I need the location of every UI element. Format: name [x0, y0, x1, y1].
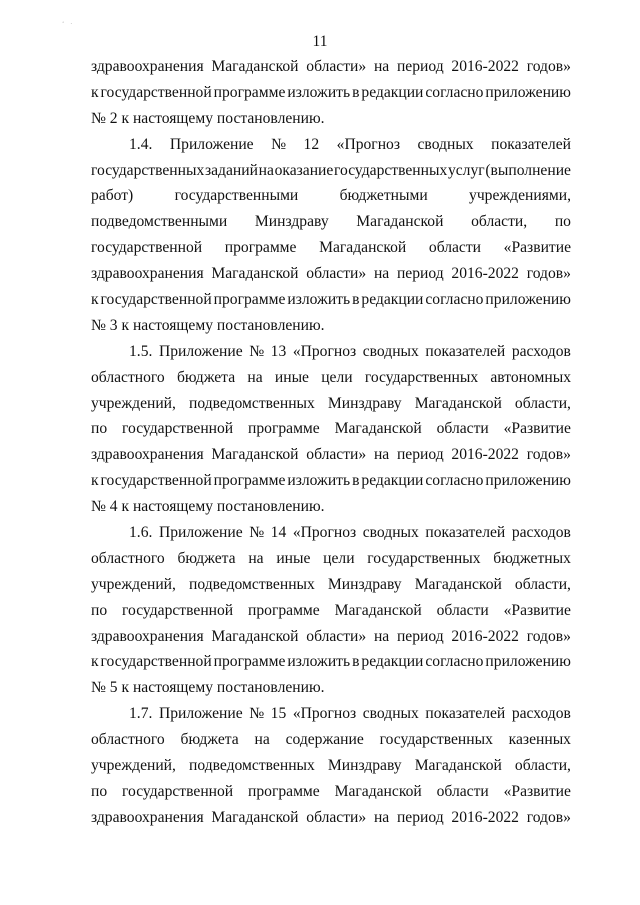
- word: подведомственных: [189, 757, 315, 775]
- word: бюджета: [180, 731, 239, 749]
- word: по: [91, 782, 108, 800]
- text-line: [91, 468, 571, 494]
- text-line: [91, 54, 571, 80]
- word: согласно: [425, 83, 484, 101]
- word: программе: [248, 601, 320, 619]
- word: Магаданской: [211, 627, 299, 645]
- word: государственной: [91, 239, 203, 257]
- word: приложению: [485, 653, 571, 671]
- word: 2016-2022: [451, 808, 519, 826]
- word: государственной: [122, 420, 234, 438]
- word: согласно: [425, 291, 484, 309]
- word: государственной: [122, 782, 234, 800]
- word: (выполнение: [485, 161, 571, 179]
- word: показателей: [425, 342, 506, 360]
- word: расходов: [511, 705, 571, 723]
- word: «Развитие: [503, 782, 571, 800]
- word: сводных: [362, 524, 419, 542]
- word: иные: [276, 549, 311, 567]
- scan-artifact-mark: ‘ ·: [62, 20, 75, 28]
- word: программе: [248, 782, 320, 800]
- word: программе: [213, 653, 286, 671]
- word: работ): [91, 187, 134, 205]
- word: Минздраву: [327, 757, 402, 775]
- word: в: [352, 291, 360, 309]
- word: учреждений,: [91, 394, 176, 412]
- word: цели: [323, 549, 355, 567]
- text-line: [91, 701, 571, 727]
- word: приложению: [485, 83, 571, 101]
- word: 2016-2022: [451, 58, 519, 75]
- word: «Развитие: [503, 239, 571, 257]
- word: учреждений,: [91, 575, 176, 593]
- word: содержание: [285, 731, 364, 749]
- paragraph: [91, 520, 571, 701]
- word: Магаданской: [414, 757, 502, 775]
- paragraph: [91, 54, 571, 132]
- word: «Развитие: [503, 420, 571, 438]
- word: на: [373, 58, 390, 75]
- word: к: [91, 83, 99, 101]
- word: Магаданской: [211, 265, 299, 283]
- word: здравоохранения: [91, 446, 204, 464]
- word: на: [254, 731, 270, 749]
- word: к: [91, 472, 99, 490]
- paragraph: [91, 701, 571, 830]
- word: годов»: [526, 58, 571, 75]
- page-number: 11: [312, 33, 328, 50]
- word: №: [249, 342, 265, 360]
- word: период: [396, 808, 444, 826]
- word: 1.6.: [129, 524, 153, 542]
- text-line: [91, 80, 571, 106]
- word: области»: [306, 627, 367, 645]
- word: сводных: [362, 342, 419, 360]
- word: Приложение: [158, 705, 243, 723]
- word: в: [352, 472, 360, 490]
- word: годов»: [526, 808, 571, 826]
- word: годов»: [526, 446, 571, 464]
- word: 2016-2022: [451, 627, 519, 645]
- word: №: [271, 135, 287, 153]
- word: Магаданской: [211, 808, 299, 826]
- word: области,: [471, 213, 528, 231]
- word: бюджета: [177, 549, 236, 567]
- word: здравоохранения: [91, 627, 204, 645]
- text-line: [91, 365, 571, 391]
- word: здравоохранения: [91, 808, 204, 826]
- word: Магаданской: [211, 58, 299, 75]
- word: показателей: [491, 135, 571, 153]
- word: Магаданской: [414, 575, 502, 593]
- word: государственных: [379, 731, 493, 749]
- word: областного: [91, 368, 165, 386]
- word: области: [436, 601, 489, 619]
- word: Магаданской: [334, 782, 422, 800]
- word: государственных: [334, 161, 448, 179]
- word: государственной: [122, 601, 234, 619]
- text-line: [91, 391, 571, 417]
- word: расходов: [511, 342, 571, 360]
- word: области: [436, 420, 489, 438]
- word: период: [396, 58, 444, 75]
- word: программе: [224, 239, 297, 257]
- text-line: [91, 546, 571, 572]
- word: согласно: [425, 653, 484, 671]
- text-line: [91, 442, 571, 468]
- word: подведомственных: [189, 394, 315, 412]
- word: области»: [306, 58, 367, 75]
- word: годов»: [526, 265, 571, 283]
- word: изложить: [287, 653, 351, 671]
- word: Приложение: [158, 342, 243, 360]
- word: расходов: [511, 524, 571, 542]
- word: к: [91, 291, 99, 309]
- word: согласно: [425, 472, 484, 490]
- word: сводных: [417, 135, 474, 153]
- paragraph: [91, 132, 571, 339]
- text-line: [91, 183, 571, 209]
- word: 1.5.: [129, 342, 153, 360]
- word: 14: [270, 524, 287, 542]
- text-line: № 5 к настоящему постановлению.: [91, 679, 325, 697]
- text-line: [91, 158, 571, 184]
- word: Минздраву: [327, 575, 402, 593]
- word: 2016-2022: [451, 446, 519, 464]
- word: оказание: [274, 161, 334, 179]
- word: Минздраву: [254, 213, 329, 231]
- word: цели: [321, 368, 353, 386]
- word: программе: [248, 420, 320, 438]
- document-body: [91, 54, 571, 831]
- word: бюджетными: [339, 187, 428, 205]
- word: на: [373, 627, 390, 645]
- text-line: [91, 779, 571, 805]
- word: программе: [213, 83, 286, 101]
- word: по: [554, 213, 571, 231]
- word: «Прогноз: [292, 705, 357, 723]
- word: годов»: [526, 627, 571, 645]
- word: период: [396, 265, 444, 283]
- paragraph: [91, 339, 571, 520]
- word: учреждениями,: [469, 187, 571, 205]
- word: автономных: [490, 368, 571, 386]
- word: показателей: [425, 705, 506, 723]
- word: по: [91, 420, 108, 438]
- word: на: [258, 161, 274, 179]
- word: 15: [270, 705, 287, 723]
- word: 1.4.: [129, 135, 153, 153]
- word: 13: [270, 342, 287, 360]
- word: бюджета: [176, 368, 236, 386]
- word: государственной: [100, 472, 212, 490]
- text-line: [91, 727, 571, 753]
- word: заданий: [204, 161, 258, 179]
- word: услуг: [447, 161, 485, 179]
- word: бюджетных: [493, 549, 571, 567]
- text-line: [91, 649, 571, 675]
- word: редакции: [361, 653, 424, 671]
- word: казенных: [508, 731, 571, 749]
- word: области: [428, 239, 482, 257]
- word: области: [436, 782, 489, 800]
- word: Приложение: [158, 524, 243, 542]
- word: на: [373, 265, 390, 283]
- word: Магаданской: [334, 420, 422, 438]
- text-line: № 3 к настоящему постановлению.: [91, 316, 325, 334]
- word: государственной: [100, 83, 212, 101]
- text-line: [91, 339, 571, 365]
- word: 12: [303, 135, 320, 153]
- word: Минздраву: [327, 394, 402, 412]
- word: в: [352, 83, 360, 101]
- word: государственной: [100, 653, 212, 671]
- word: 2016-2022: [451, 265, 519, 283]
- word: подведомственными: [91, 213, 228, 231]
- text-line: [91, 753, 571, 779]
- text-line: № 4 к настоящему постановлению.: [91, 498, 325, 516]
- word: здравоохранения: [91, 58, 204, 75]
- word: государственных: [367, 549, 481, 567]
- word: Магаданской: [356, 213, 444, 231]
- text-line: [91, 598, 571, 624]
- text-line: [91, 261, 571, 287]
- word: областного: [91, 549, 165, 567]
- word: подведомственных: [189, 575, 315, 593]
- word: государственными: [174, 187, 299, 205]
- word: Магаданской: [211, 446, 299, 464]
- word: в: [352, 653, 360, 671]
- word: сводных: [362, 705, 419, 723]
- word: приложению: [485, 472, 571, 490]
- word: области»: [306, 446, 367, 464]
- word: по: [91, 601, 108, 619]
- word: редакции: [361, 472, 424, 490]
- word: №: [249, 705, 265, 723]
- word: «Прогноз: [292, 524, 357, 542]
- word: «Прогноз: [336, 135, 400, 153]
- text-line: [91, 416, 571, 442]
- word: на: [247, 368, 263, 386]
- word: период: [396, 446, 444, 464]
- word: на: [373, 446, 390, 464]
- text-line: [91, 287, 571, 313]
- word: редакции: [361, 291, 424, 309]
- word: на: [248, 549, 264, 567]
- word: иные: [274, 368, 309, 386]
- word: здравоохранения: [91, 265, 204, 283]
- word: учреждений,: [91, 757, 176, 775]
- word: «Прогноз: [292, 342, 357, 360]
- word: изложить: [287, 83, 351, 101]
- word: программе: [213, 291, 286, 309]
- word: области,: [514, 394, 571, 412]
- word: редакции: [361, 83, 424, 101]
- text-line: [91, 209, 571, 235]
- word: Магаданской: [334, 601, 422, 619]
- word: показателей: [425, 524, 506, 542]
- word: 1.7.: [129, 705, 153, 723]
- word: государственных: [91, 161, 205, 179]
- word: программе: [213, 472, 286, 490]
- word: Приложение: [169, 135, 254, 153]
- text-line: № 2 к настоящему постановлению.: [91, 109, 325, 127]
- word: Магаданской: [414, 394, 502, 412]
- text-line: [91, 235, 571, 261]
- word: области,: [514, 575, 571, 593]
- word: приложению: [485, 291, 571, 309]
- word: государственной: [100, 291, 212, 309]
- word: области,: [514, 757, 571, 775]
- word: области»: [306, 265, 367, 283]
- word: «Развитие: [503, 601, 571, 619]
- text-line: [91, 805, 571, 831]
- text-line: [91, 572, 571, 598]
- text-line: [91, 624, 571, 650]
- word: на: [373, 808, 390, 826]
- word: областного: [91, 731, 165, 749]
- word: государственных: [364, 368, 479, 386]
- word: №: [249, 524, 265, 542]
- word: Магаданской: [319, 239, 407, 257]
- text-line: [91, 520, 571, 546]
- word: изложить: [287, 472, 351, 490]
- word: изложить: [287, 291, 351, 309]
- text-line: [91, 132, 571, 158]
- word: к: [91, 653, 99, 671]
- word: период: [396, 627, 444, 645]
- word: области»: [306, 808, 367, 826]
